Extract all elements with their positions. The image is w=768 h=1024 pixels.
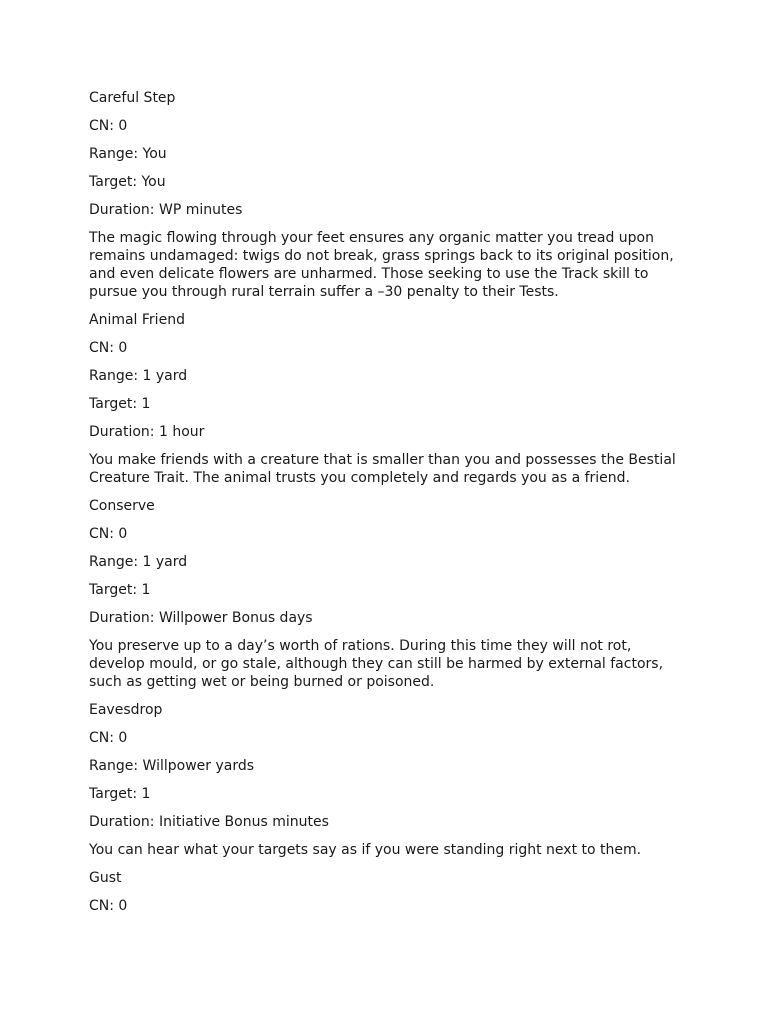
spell-range: Range: 1 yard	[89, 368, 188, 384]
spell-target: Target: 1	[89, 786, 151, 802]
spell-name: Eavesdrop	[89, 702, 163, 718]
spell-description: You can hear what your targets say as if you were standing right next to them.	[89, 842, 642, 858]
spell-duration: Duration: 1 hour	[89, 424, 205, 440]
spell-range: Range: Willpower yards	[89, 758, 255, 774]
document-body	[89, 89, 679, 925]
spell-range: Range: 1 yard	[89, 554, 188, 570]
spell-target: Target: 1	[89, 396, 151, 412]
spell-description: You make friends with a creature that is smaller than you and possesses the Bestial Creature Trait. The animal trusts you completely and regards you as a friend.	[89, 452, 676, 486]
spell-range: Range: You	[89, 146, 167, 162]
spell-name: Careful Step	[89, 90, 176, 106]
spell-cn: CN: 0	[89, 730, 128, 746]
spell-cn: CN: 0	[89, 340, 128, 356]
spell-description: You preserve up to a day’s worth of rations. During this time they will not rot, develop mould, or go stale, although they can still be harmed by external factors, such as getting wet or being burned or poisoned.	[89, 638, 664, 690]
spell-cn: CN: 0	[89, 526, 128, 542]
spell-target: Target: 1	[89, 582, 151, 598]
spell-description: The magic flowing through your feet ensures any organic matter you tread upon remains undamaged: twigs do not break, grass springs back to its original position, and even delicate flowers are unharmed. Those seeking to use the Track skill to pursue you through rural terrain suffer a –30 penalty to their Tests.	[89, 230, 674, 300]
spell-cn: CN: 0	[89, 898, 128, 914]
spell-duration: Duration: Willpower Bonus days	[89, 610, 313, 626]
spell-cn: CN: 0	[89, 118, 128, 134]
spell-name: Gust	[89, 870, 122, 886]
spell-target: Target: You	[89, 174, 166, 190]
spell-duration: Duration: WP minutes	[89, 202, 243, 218]
spell-duration: Duration: Initiative Bonus minutes	[89, 814, 329, 830]
spell-name: Animal Friend	[89, 312, 185, 328]
spell-name: Conserve	[89, 498, 155, 514]
